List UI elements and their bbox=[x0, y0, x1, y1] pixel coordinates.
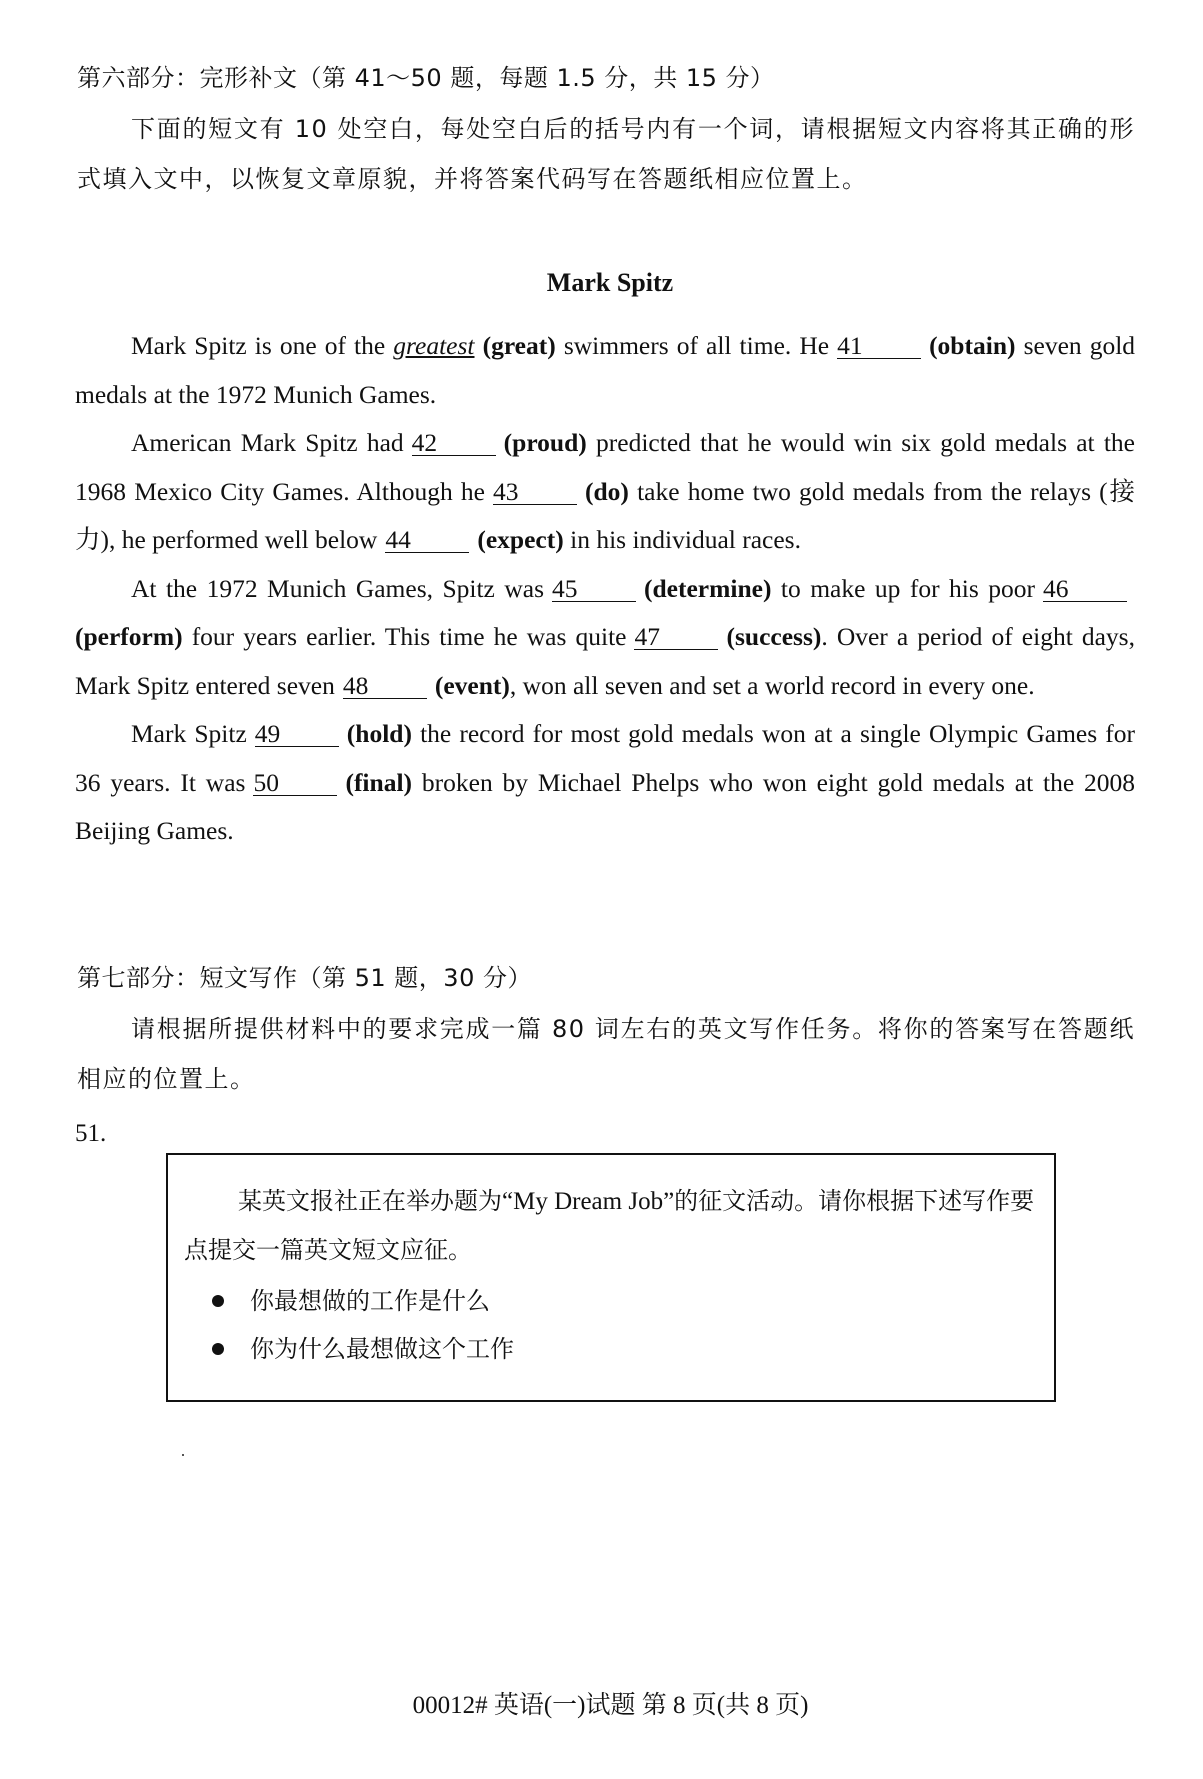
essay-topic: “My Dream Job” bbox=[502, 1188, 675, 1215]
page-footer bbox=[0, 1690, 1203, 1722]
hint-44: (expect) bbox=[477, 525, 564, 554]
text-segment: four years earlier. This time he was quite bbox=[191, 622, 627, 651]
hint-50: (final) bbox=[345, 767, 413, 797]
blank-45: 45 bbox=[552, 577, 636, 602]
question-51-number: 51. bbox=[75, 1120, 107, 1147]
hint-41: (obtain) bbox=[929, 331, 1016, 360]
blank-46: 46 bbox=[1043, 577, 1127, 602]
text-segment: predicted that he would win six gold medals at the 1968 Mexico City Games. Although he bbox=[75, 428, 1135, 506]
text-segment: broken by Michael Phelps who won eight gold medals at the 2008 Beijing Games. bbox=[75, 767, 1135, 845]
section-6-heading: 第六部分：完形补文（第 41～50 题，每题 1.5 分，共 15 分） bbox=[77, 64, 775, 92]
passage-paragraph-3 bbox=[75, 565, 1135, 711]
text-segment: , won all seven and set a world record in every one. bbox=[509, 670, 1035, 700]
writing-points-list bbox=[212, 1277, 514, 1373]
hint-47: (success) bbox=[726, 622, 822, 651]
writing-task-intro bbox=[184, 1177, 1040, 1274]
intro-text: 的征文活动。请你根据下述写作要点提交一篇英文短文应征。 bbox=[184, 1187, 1035, 1264]
text-segment: take home two gold medals from the relays (接力), he performed well below bbox=[75, 476, 1135, 554]
scan-speck bbox=[182, 1454, 184, 1456]
hint-46: (perform) bbox=[75, 622, 183, 651]
writing-point-text: 你为什么最想做这个工作 bbox=[250, 1335, 514, 1363]
text-segment: in his individual races. bbox=[570, 525, 801, 554]
text-segment: . Over a period of eight days, Mark Spitz entered seven bbox=[75, 622, 1135, 700]
writing-task-box bbox=[166, 1153, 1056, 1402]
hint-49: (hold) bbox=[346, 719, 412, 748]
example-hint: (great) bbox=[482, 331, 556, 360]
text-segment: the record for most gold medals won at a single Olympic Games for 36 years. It was bbox=[75, 719, 1136, 797]
example-answer: greatest bbox=[393, 331, 475, 360]
blank-41: 41 bbox=[837, 334, 921, 359]
cloze-passage bbox=[75, 322, 1135, 856]
writing-point-text: 你最想做的工作是什么 bbox=[250, 1287, 490, 1315]
bullet-icon bbox=[212, 1343, 224, 1355]
text-segment: American Mark Spitz had bbox=[131, 428, 404, 457]
text-segment: to make up for his poor bbox=[780, 573, 1036, 603]
blank-49: 49 bbox=[255, 722, 339, 747]
text-segment: Mark Spitz is one of the bbox=[131, 331, 386, 360]
blank-44: 44 bbox=[385, 528, 469, 553]
blank-43: 43 bbox=[493, 480, 577, 505]
text-segment: At the 1972 Munich Games, Spitz was bbox=[131, 573, 544, 603]
text-segment: swimmers of all time. He bbox=[563, 331, 830, 360]
blank-47: 47 bbox=[634, 625, 718, 650]
section-7-instruction: 请根据所提供材料中的要求完成一篇 80 词左右的英文写作任务。将你的答案写在答题纸相应的位置上。 bbox=[77, 1015, 1135, 1093]
bullet-icon bbox=[212, 1295, 224, 1307]
blank-48: 48 bbox=[343, 674, 427, 699]
writing-point bbox=[212, 1325, 514, 1373]
intro-text: 某英文报社正在举办题为 bbox=[238, 1187, 502, 1215]
page-footer-text: 00012# 英语(一)试题 第 8 页(共 8 页) bbox=[412, 1692, 809, 1719]
blank-50: 50 bbox=[253, 771, 337, 796]
hint-48: (event) bbox=[434, 670, 510, 700]
passage-title: Mark Spitz bbox=[546, 268, 674, 297]
section-7-heading: 第七部分：短文写作（第 51 题，30 分） bbox=[77, 964, 532, 992]
writing-point bbox=[212, 1277, 514, 1325]
hint-43: (do) bbox=[584, 476, 629, 506]
passage-paragraph-4 bbox=[75, 710, 1135, 856]
blank-42: 42 bbox=[412, 431, 496, 456]
text-segment: Mark Spitz bbox=[131, 719, 247, 748]
text-segment: seven gold medals at the 1972 Munich Games. bbox=[75, 331, 1136, 409]
passage-paragraph-2 bbox=[75, 419, 1135, 565]
hint-42: (proud) bbox=[503, 428, 587, 457]
section-6-instruction: 下面的短文有 10 处空白，每处空白后的括号内有一个词，请根据短文内容将其正确的形式填入文中，以恢复文章原貌，并将答案代码写在答题纸相应位置上。 bbox=[77, 115, 1135, 193]
passage-paragraph-1 bbox=[75, 322, 1135, 419]
hint-45: (determine) bbox=[644, 573, 772, 603]
